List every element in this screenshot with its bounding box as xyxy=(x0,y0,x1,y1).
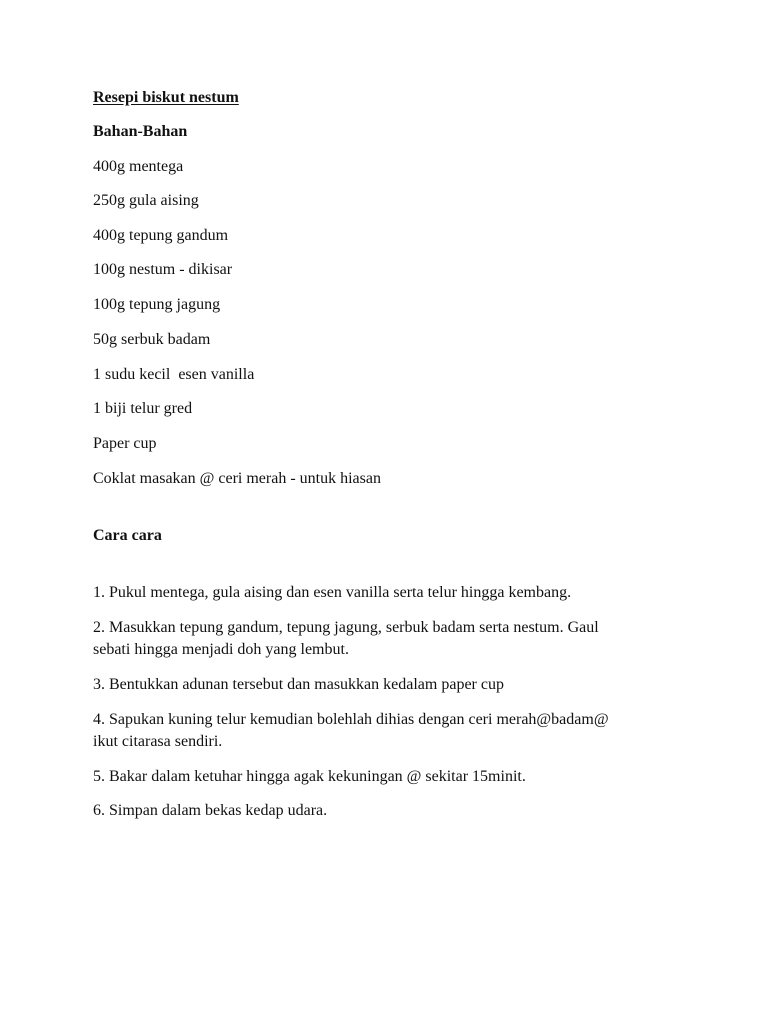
method-step: 4. Sapukan kuning telur kemudian bolehlah dihias dengan ceri merah@badam@ xyxy=(93,711,609,728)
recipe-title: Resepi biskut nestum xyxy=(93,89,239,106)
method-step: 1. Pukul mentega, gula aising dan esen vanilla serta telur hingga kembang. xyxy=(93,584,572,601)
method-step-continued: sebati hingga menjadi doh yang lembut. xyxy=(93,641,349,658)
ingredient-item: 50g serbuk badam xyxy=(93,331,211,348)
ingredient-item: 400g mentega xyxy=(93,158,184,175)
method-step: 5. Bakar dalam ketuhar hingga agak kekuningan @ sekitar 15minit. xyxy=(93,768,526,785)
ingredients-heading: Bahan-Bahan xyxy=(93,123,188,140)
method-step: 2. Masukkan tepung gandum, tepung jagung, serbuk badam serta nestum. Gaul xyxy=(93,619,599,636)
ingredient-item: 400g tepung gandum xyxy=(93,227,229,244)
method-step-continued: ikut citarasa sendiri. xyxy=(93,733,223,750)
method-heading: Cara cara xyxy=(93,527,162,544)
ingredient-item: 250g gula aising xyxy=(93,192,199,209)
ingredient-item: 100g nestum - dikisar xyxy=(93,261,233,278)
ingredient-item: 100g tepung jagung xyxy=(93,296,221,313)
ingredient-item: 1 biji telur gred xyxy=(93,400,193,417)
method-step: 6. Simpan dalam bekas kedap udara. xyxy=(93,802,328,819)
ingredient-item: Paper cup xyxy=(93,435,157,452)
ingredient-item: 1 sudu kecil esen vanilla xyxy=(93,366,255,383)
ingredient-item: Coklat masakan @ ceri merah - untuk hiasan xyxy=(93,470,381,487)
method-step: 3. Bentukkan adunan tersebut dan masukkan kedalam paper cup xyxy=(93,676,504,693)
